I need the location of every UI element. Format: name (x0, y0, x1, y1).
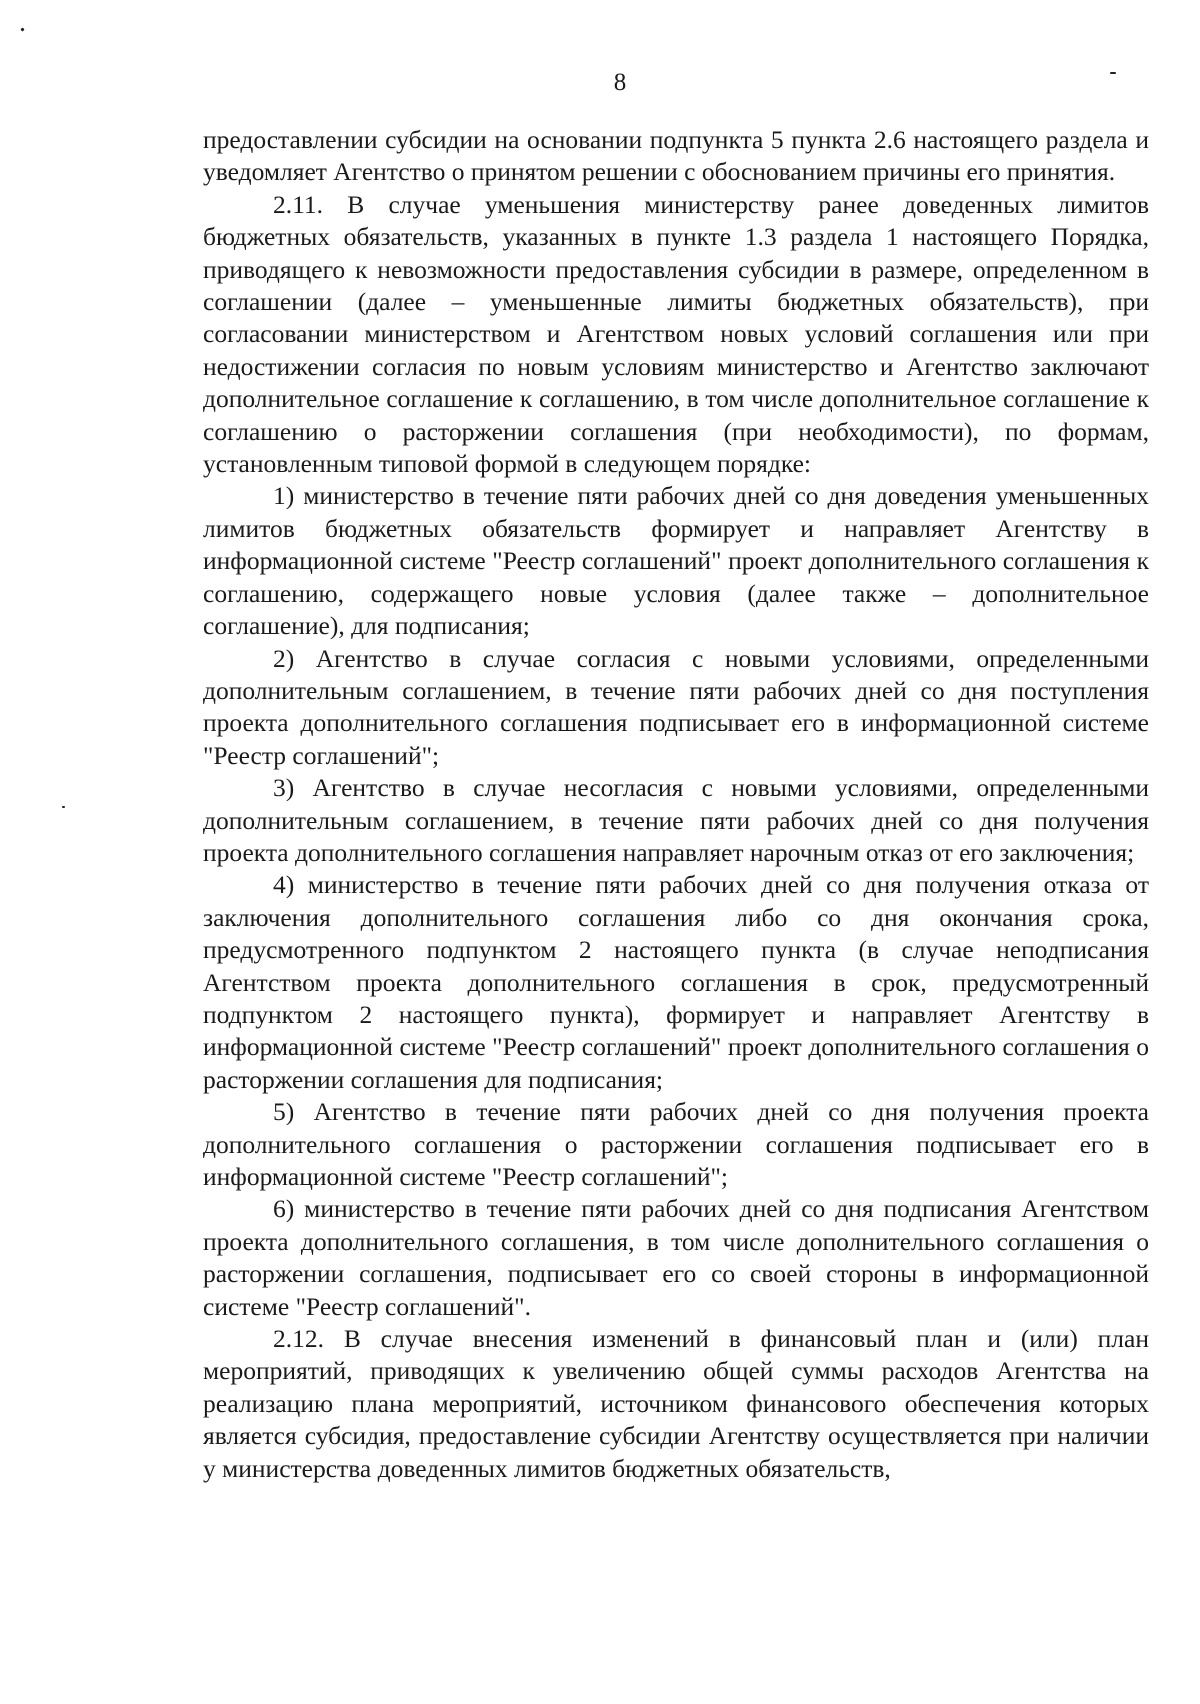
paragraph-2-11: 2.11. В случае уменьшения министерству ранее доведенных лимитов бюджетных обязательств, указанных в пункте 1.3 раздела 1 настоящего Порядка, приводящего к невозможности предоставления субсидии в размере, определенном в соглашении (далее – уменьшенные лимиты бюджетных обязательств), при согласовании министерством и Агентством новых условий соглашения или при недостижении согласия по новым условиям министерство и Агентство заключают дополнительное соглашение к соглашению, в том числе дополнительное соглашение к соглашению о расторжении соглашения (при необходимости), по формам, установленным типовой формой в следующем порядке: (203, 189, 1149, 479)
scan-speck-left-margin (62, 806, 65, 808)
page-number: 8 (613, 69, 627, 96)
list-item-1: 1) министерство в течение пяти рабочих дней со дня доведения уменьшенных лимитов бюджетных обязательств формирует и направляет Агентству в информационной системе "Реестр соглашений" проект дополнительного соглашения к соглашению, содержащего новые условия (далее также – дополнительное соглашение), для подписания; (203, 481, 1149, 641)
paragraph-2-12: 2.12. В случае внесения изменений в финансовый план и (или) план мероприятий, приводящих к увеличению общей суммы расходов Агентства на реализацию плана мероприятий, источником финансового обеспечения которых является субсидия, предоставление субсидии Агентству осуществляется при наличии у министерства доведенных лимитов бюджетных обязательств, (203, 1324, 1149, 1483)
paragraph-continuation: предоставлении субсидии на основании подпункта 5 пункта 2.6 настоящего раздела и уведомляет Агентство о принятом решении с обоснованием причины его принятия. (203, 125, 1149, 187)
list-item-3: 3) Агентство в случае несогласия с новыми условиями, определенными дополнительным соглашением, в течение пяти рабочих дней со дня получения проекта дополнительного соглашения направляет нарочным отказ от его заключения; (203, 773, 1149, 867)
list-item-4: 4) министерство в течение пяти рабочих дней со дня получения отказа от заключения дополнительного соглашения либо со дня окончания срока, предусмотренного подпунктом 2 настоящего пункта (в случае неподписания Агентством проекта дополнительного соглашения в срок, предусмотренный подпунктом 2 настоящего пункта), формирует и направляет Агентству в информационной системе "Реестр соглашений" проект дополнительного соглашения о расторжении соглашения для подписания; (203, 870, 1149, 1094)
document-body (203, 124, 1149, 1485)
list-item-2: 2) Агентство в случае согласия с новыми условиями, определенными дополнительным соглашением, в течение пяти рабочих дней со дня поступления проекта дополнительного соглашения подписывает его в информационной системе "Реестр соглашений"; (203, 643, 1149, 770)
list-item-5: 5) Агентство в течение пяти рабочих дней со дня получения проекта дополнительного соглашения о расторжении соглашения подписывает его в информационной системе "Реестр соглашений"; (203, 1097, 1149, 1191)
list-item-6: 6) министерство в течение пяти рабочих дней со дня подписания Агентством проекта дополнительного соглашения, в том числе дополнительного соглашения о расторжении соглашения, подписывает его со своей стороны в информационной системе "Реестр соглашений". (203, 1194, 1149, 1321)
scan-speck-top-left (20, 27, 24, 31)
